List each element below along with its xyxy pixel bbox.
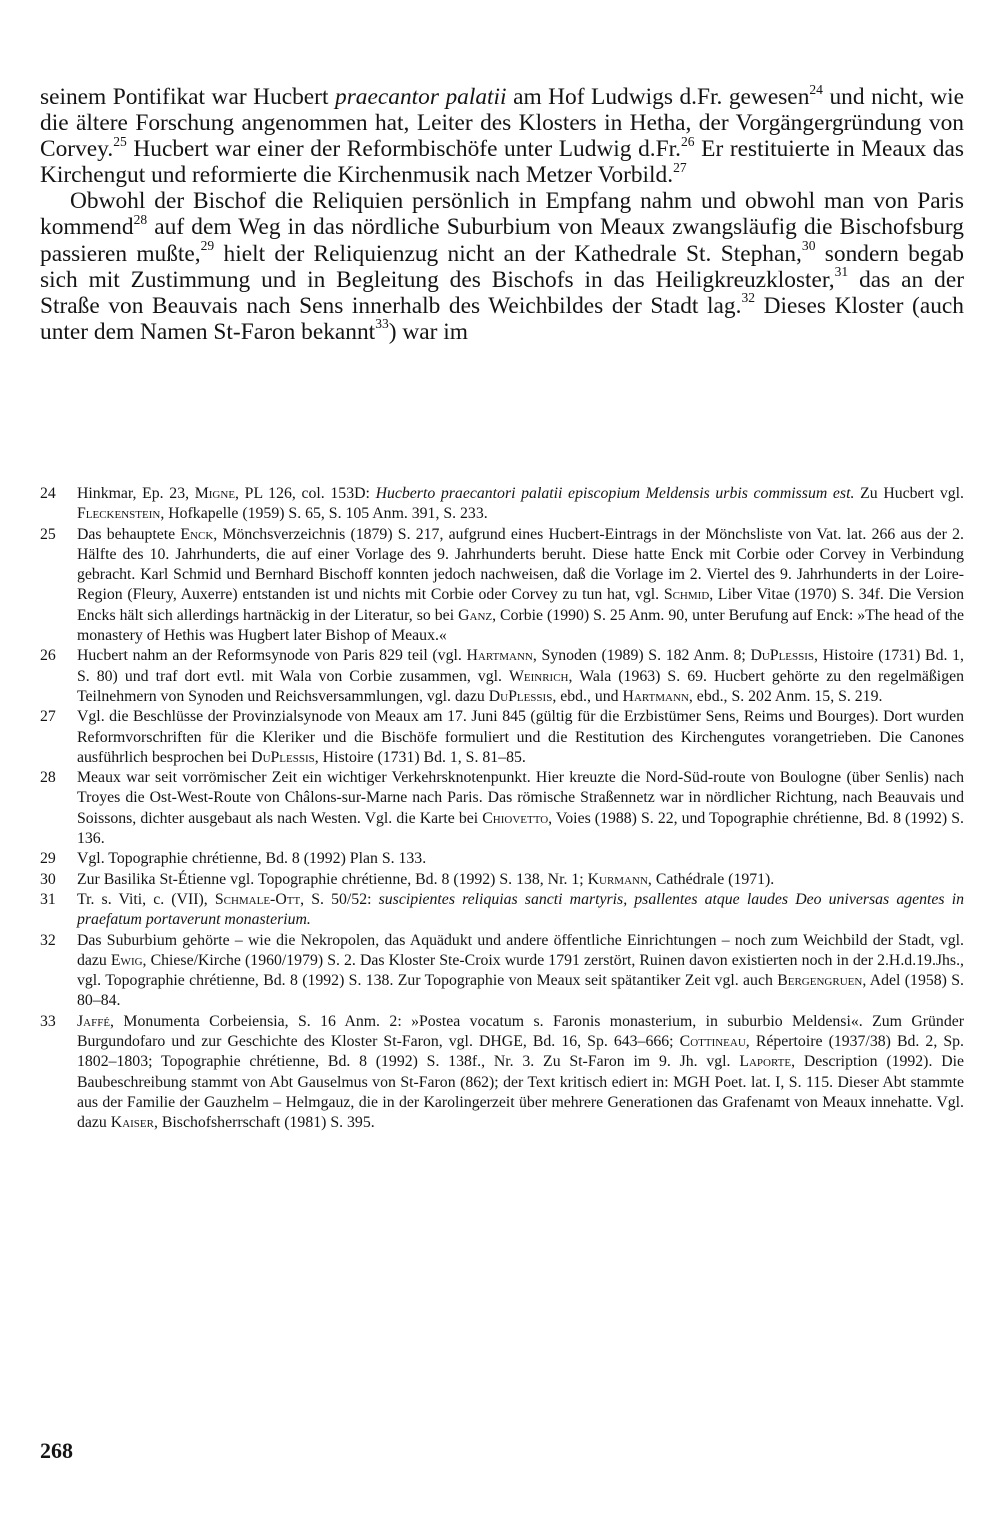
text-run: das an der Straße von Beauvais nach Sens innerhalb des Weichbildes der Stadt lag.: [40, 266, 964, 319]
author-name: Cottineau: [679, 1033, 746, 1051]
author-name: Fleckenstein: [77, 505, 161, 523]
text-run: , PL 126, col. 153D:: [235, 485, 376, 502]
footnote-text: [77, 707, 964, 768]
text-run: , S. 50/52:: [300, 890, 379, 908]
text-run: , Hofkapelle (1959) S. 65, S. 105 Anm. 391, S. 233.: [160, 505, 488, 523]
footnotes: [40, 484, 964, 1134]
text-run: Hucbert nahm an der Reformsynode von Paris 829 teil (vgl.: [77, 647, 467, 665]
footnote-number: 24: [40, 485, 56, 502]
footnote-ref: 27: [673, 159, 687, 175]
footnote-ref: 33: [375, 316, 389, 332]
text-run: , Cathédrale (1971).: [647, 870, 775, 888]
text-run: Hinkmar, Ep. 23,: [77, 485, 195, 502]
author-name: DuPlessis: [251, 748, 315, 766]
footnote-text: [77, 870, 964, 890]
footnote-text: [77, 768, 964, 849]
author-name: DuPlessis: [750, 647, 815, 665]
text-run: , Monumenta Corbeiensia, S. 16 Anm. 2: »Postea vocatum s. Faronis monasterium, in suburbio Meldensi«. Zum Gründer Burgundofaro und zur Geschichte des Kloster St-Faron, vgl. DHGE, Bd. 16, Sp. 643–666;: [77, 1012, 964, 1051]
author-name: Schmale-Ott: [214, 890, 301, 908]
text-run: , Adel (1958) S. 80–84.: [77, 972, 964, 1010]
footnote-ref: 26: [681, 133, 695, 149]
footnote-24: [40, 484, 964, 525]
footnote-32: [40, 931, 964, 1012]
text-run: , ebd., und: [552, 687, 623, 705]
italic-text: suscipientes reliquias sancti martyris, psallentes atque laudes Deo universas agentes in praefatum portaverunt monasterium.: [77, 890, 964, 929]
footnote-ref: 25: [113, 133, 127, 149]
footnote-text: [77, 1012, 964, 1134]
text-run: Vgl. Topographie chrétienne, Bd. 8 (1992) Plan S. 133.: [77, 850, 427, 868]
author-name: Schmid: [663, 586, 710, 604]
text-run: ) war im: [388, 318, 468, 345]
author-name: Kaiser: [110, 1114, 154, 1132]
text-run: , Chiese/Kirche (1960/1979) S. 2. Das Kloster Ste-Croix wurde 1791 zerstört, Ruinen davon existierten noch in der 2.H.d.19.Jhs., vgl. Topographie chrétienne, Bd. 8 (1992) S. 138. Zur Topographie von Meaux seit spätantiker Zeit vgl. auch: [77, 951, 964, 990]
author-name: Ewig: [110, 951, 143, 969]
footnote-31: [40, 890, 964, 931]
text-run: , Voies (1988) S. 22, und Topographie chrétienne, Bd. 8 (1992) S. 136.: [77, 809, 964, 848]
text-run: , Corbie (1990) S. 25 Anm. 90, unter Berufung auf Enck: »The head of the monastery of Hethis was Hugbert later Bishop of Meaux.«: [77, 606, 964, 645]
author-name: Hartmann: [466, 647, 533, 665]
footnote-number: 29: [40, 850, 56, 868]
footnote-number: 32: [40, 931, 56, 949]
footnote-number: 31: [40, 890, 56, 908]
footnote-number: 25: [40, 525, 56, 543]
author-name: Hartmann: [622, 687, 689, 705]
paragraph-1: [40, 81, 964, 189]
text-run: Zur Basilika St-Étienne vgl. Topographie chrétienne, Bd. 8 (1992) S. 138, Nr. 1;: [77, 870, 588, 888]
text-run: Das behauptete: [77, 525, 181, 543]
footnote-25: [40, 525, 964, 647]
footnote-26: [40, 646, 964, 707]
footnote-ref: 30: [801, 238, 816, 254]
text-run: auf dem Weg in das nördliche Suburbium von Meaux zwangsläufig die Bischofsburg passieren mußte,: [40, 214, 964, 267]
footnote-number: 30: [40, 870, 56, 888]
footnote-28: [40, 768, 964, 849]
text-run: sondern begab sich mit Zustimmung und in Begleitung des Bischofs in das Heiligkreuzkloster,: [40, 240, 964, 293]
paragraph-2: [40, 188, 964, 345]
text-run: , ebd., S. 202 Anm. 15, S. 219.: [688, 687, 883, 705]
text-run: Tr. s. Viti, c. (VII),: [77, 890, 215, 908]
footnote-ref: 28: [133, 212, 148, 228]
text-run: , Histoire (1731) Bd. 1, S. 80) und traf dort evtl. mit Wala von Corbie zusammen, vgl.: [77, 647, 964, 685]
footnote-ref: 31: [834, 264, 849, 280]
page-number: 268: [40, 1438, 73, 1463]
footnote-29: [40, 849, 964, 869]
author-name: Bergengruen: [777, 972, 863, 990]
text-run: Hucbert war einer der Reformbischöfe unter Ludwig d.Fr.: [126, 136, 681, 163]
footnote-ref: 24: [809, 81, 823, 97]
author-name: Chiovetto: [482, 809, 549, 827]
italic-text: Hucberto praecantori palatii episcopium Meldensis urbis commissum est.: [375, 485, 855, 502]
text-run: , Mönchsverzeichnis (1879) S. 217, aufgrund eines Hucbert-Eintrags in der Mönchsliste von Vat. lat. 266 aus der 2. Hälfte des 10. Jahrhunderts, die auf einer Vorlage des 9. Jahrhunderts beruht. Diese hatte Enck mit Corbie oder Corvey in Verbindung gebracht. Karl Schmid und Bernhard Bischoff konnten jedoch nachweisen, daß die Vorlage im 2. Viertel des 9. Jahrhunderts in der Loire-Region (Fleury, Auxerre) entstanden ist und nichts mit Corbie oder Corvey zu tun hat, vgl.: [77, 525, 964, 604]
italic-text: praecantor palatii: [335, 84, 507, 110]
text-run: am Hof Ludwigs d.Fr. gewesen: [506, 84, 810, 110]
footnote-number: 26: [40, 647, 56, 665]
footnote-ref: 29: [200, 238, 215, 254]
text-run: Zu Hucbert vgl.: [854, 485, 964, 502]
author-name: DuPlessis: [488, 687, 553, 705]
text-run: , Description (1992). Die Baubeschreibung stammt von Abt Gauselmus von St-Faron (862); der Text kritisch ediert in: MGH Poet. lat. I, S. 115. Dieser Abt stammte aus der Familie der Gauzhelm – Helmgauz, die in der Karolingerzeit über mehrere Generationen das Grafenamt von Meaux innehatte. Vgl. dazu: [77, 1053, 964, 1132]
text-run: Das Suburbium gehörte – wie die Nekropolen, das Aquädukt und andere öffentliche Einrichtungen – noch zum Weichbild der Stadt, vgl. dazu: [77, 931, 964, 969]
footnote-number: 27: [40, 708, 56, 726]
text-run: , Wala (1963) S. 69. Hucbert gehörte zu den regelmäßigen Teilnehmern von Synoden und Reichsversammlungen, vgl. dazu: [77, 667, 964, 705]
footnote-ref: 32: [741, 290, 756, 306]
author-name: Ganz: [458, 606, 493, 624]
author-name: Weinrich: [508, 667, 569, 685]
text-run: , Synoden (1989) S. 182 Anm. 8;: [532, 647, 751, 665]
footnote-number: 28: [40, 769, 56, 787]
text-run: Vgl. die Beschlüsse der Provinzialsynode von Meaux am 17. Juni 845 (gültig für die Erzbistümer Sens, Reims und Bourges). Dort wurden Reformvorschriften für die Kleriker und die Bischöfe formuliert und die Restitution des Kirchengutes vorangetrieben. Die Canones ausführlich besprochen bei: [77, 708, 964, 766]
text-run: Meaux war seit vorrömischer Zeit ein wichtiger Verkehrsknotenpunkt. Hier kreuzte die Nord-Süd-route von Boulogne (über Senlis) nach Troyes die Ost-West-Route von Châlons-sur-Marne nach Paris. Das römische Straßennetz war in nördlicher Richtung, nach Beauvais und Soissons, dichter ausgebaut als nach Westen. Vgl. die Karte bei: [77, 769, 964, 827]
footnote-text: [77, 890, 964, 931]
text-run: , Histoire (1731) Bd. 1, S. 81–85.: [314, 748, 526, 766]
author-name: Kurmann: [587, 870, 648, 888]
footnote-text: [77, 646, 964, 707]
footnote-number: 33: [40, 1012, 56, 1030]
footnote-text: [77, 525, 964, 647]
footnote-33: [40, 1012, 964, 1134]
footnote-text: [77, 484, 964, 525]
text-run: Dieses Kloster (auch unter dem Namen St-Faron bekannt: [40, 292, 964, 345]
text-run: und nicht, wie die ältere Forschung angenommen hat, Leiter des Klosters in Hetha, der Vorgängergründung von Corvey.: [40, 84, 964, 163]
author-name: Enck: [180, 525, 214, 543]
footnote-27: [40, 707, 964, 768]
author-name: Jaffé: [77, 1012, 111, 1030]
text-run: , Répertoire (1937/38) Bd. 2, Sp. 1802–1803; Topographie chrétienne, Bd. 8 (1992) S. 138f., Nr. 3. Zu St-Faron im 9. Jh. vgl.: [77, 1033, 964, 1071]
text-run: Er restituierte in Meaux das Kirchengut und reformierte die Kirchenmusik nach Metzer Vorbild.: [40, 136, 964, 189]
footnote-text: [77, 849, 964, 869]
text-run: , Liber Vitae (1970) S. 34f. Die Version Encks hält sich allerdings hartnäckig in der Literatur, so bei: [77, 586, 964, 624]
author-name: Laporte: [739, 1053, 792, 1071]
text-run: seinem Pontifikat war Hucbert: [40, 84, 335, 110]
text-run: , Bischofsherrschaft (1981) S. 395.: [153, 1114, 375, 1132]
footnote-text: [77, 931, 964, 1012]
footnote-30: [40, 870, 964, 890]
main-text: [40, 81, 964, 345]
text-run: Obwohl der Bischof die Reliquien persönlich in Empfang nahm und obwohl man von Paris kommend: [40, 188, 964, 241]
text-run: hielt der Reliquienzug nicht an der Kathedrale St. Stephan,: [214, 240, 802, 267]
author-name: Migne: [194, 485, 236, 502]
